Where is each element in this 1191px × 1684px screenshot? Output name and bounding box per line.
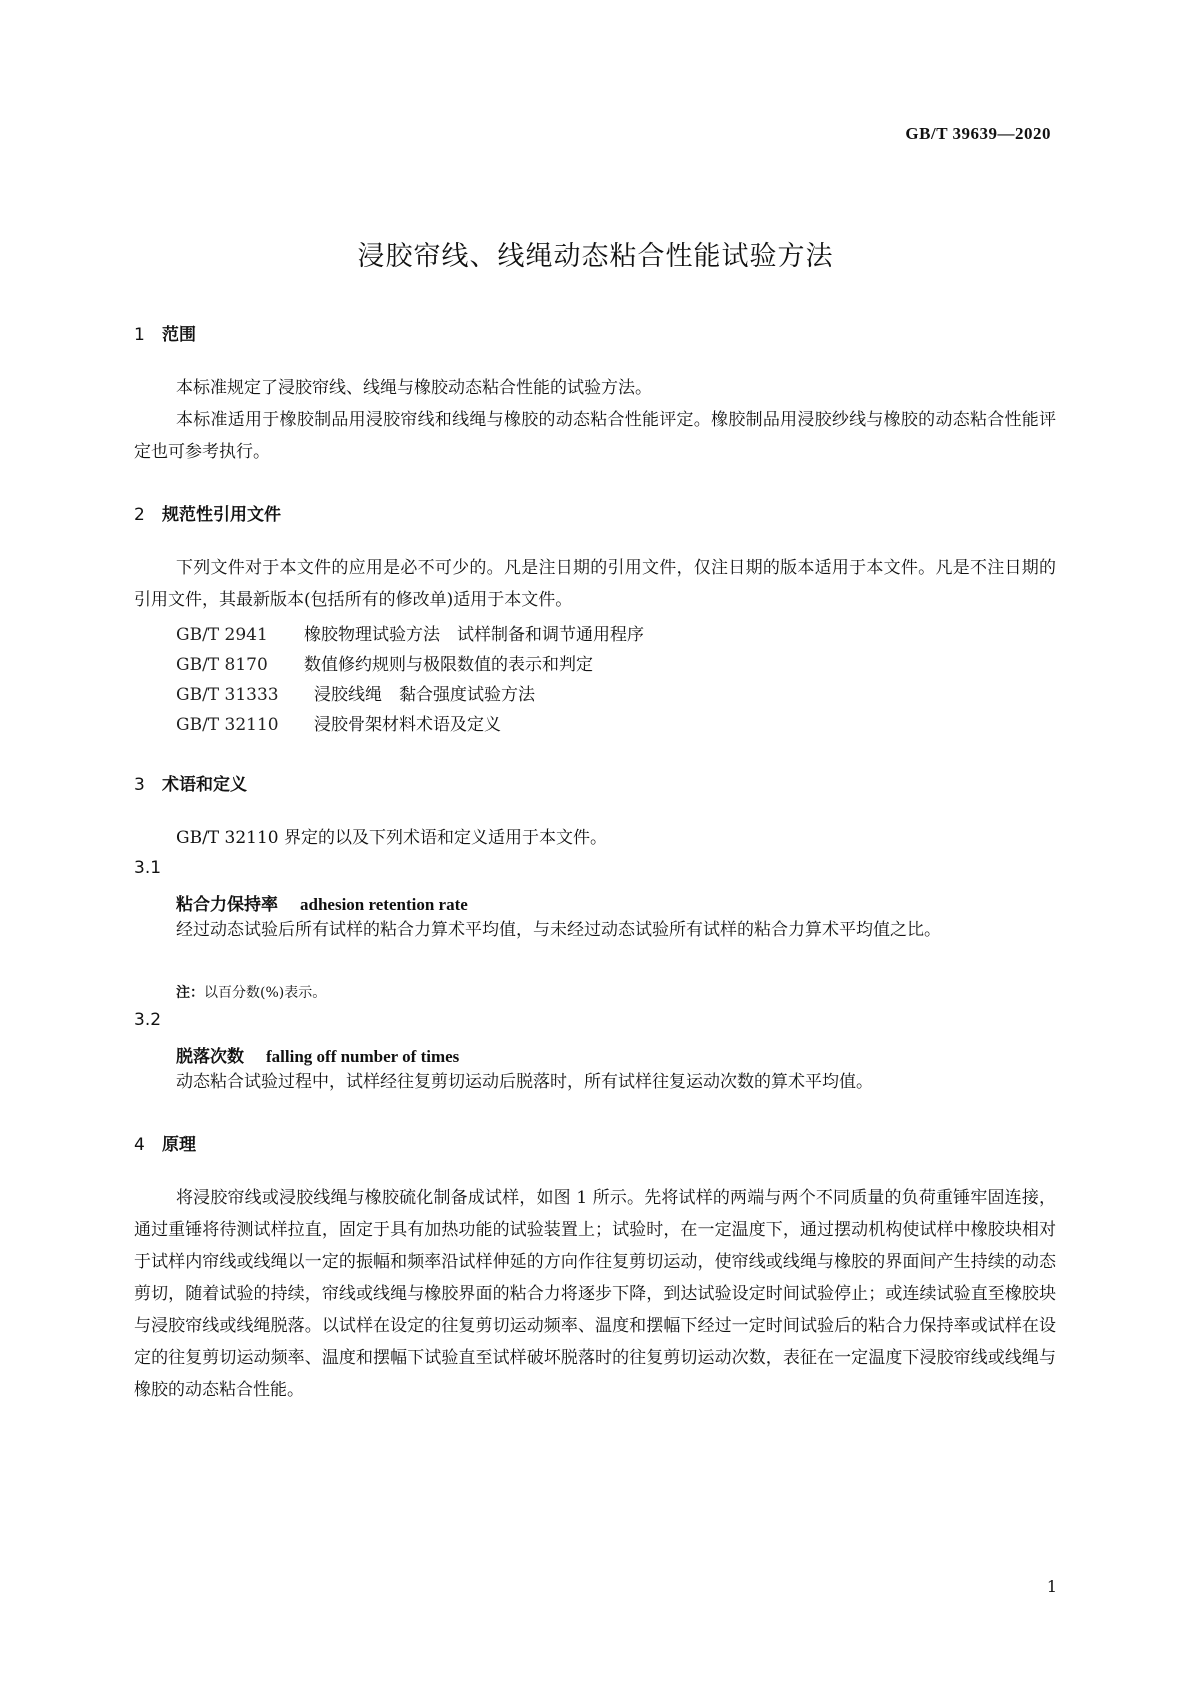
note-label: 注：: [176, 985, 204, 1001]
reference-code: GB/T 2941: [176, 625, 268, 645]
reference-title: 浸胶骨架材料术语及定义: [314, 715, 501, 735]
section-number: 3: [134, 775, 145, 795]
note: [176, 982, 326, 1002]
section-2-heading: [134, 500, 281, 525]
reference-code: GB/T 32110: [176, 715, 279, 735]
reference-title: 浸胶线绳 黏合强度试验方法: [314, 685, 535, 705]
term-cn: 粘合力保持率: [176, 895, 278, 915]
section-number: 2: [134, 505, 145, 525]
reference-title: 橡胶物理试验方法 试样制备和调节通用程序: [304, 625, 644, 645]
term-heading: [176, 890, 468, 915]
reference-code: GB/T 8170: [176, 655, 268, 675]
section-title: 规范性引用文件: [162, 505, 281, 525]
reference-item: [176, 710, 501, 735]
section-3-heading: [134, 770, 247, 795]
clause-number: 3.1: [134, 858, 162, 878]
section-2-paragraph-1: 下列文件对于本文件的应用是必不可少的。凡是注日期的引用文件，仅注日期的版本适用于本文件。凡是不注日期的引用文件，其最新版本(包括所有的修改单)适用于本文件。: [134, 558, 1056, 610]
term-definition: 动态粘合试验过程中，试样经往复剪切运动后脱落时，所有试样往复运动次数的算术平均值。: [176, 1072, 873, 1092]
section-number: 4: [134, 1135, 145, 1155]
section-1-paragraph-2: 本标准适用于橡胶制品用浸胶帘线和线绳与橡胶的动态粘合性能评定。橡胶制品用浸胶纱线与橡胶的动态粘合性能评定也可参考执行。: [134, 410, 1056, 462]
section-title: 原理: [162, 1135, 196, 1155]
page-number: 1: [1046, 1577, 1057, 1596]
clause-number: 3.2: [134, 1010, 162, 1030]
section-number: 1: [134, 325, 145, 345]
term-en: adhesion retention rate: [300, 895, 468, 914]
section-title: 术语和定义: [162, 775, 247, 795]
reference-item: [176, 680, 535, 705]
term-en: falling off number of times: [266, 1047, 460, 1066]
reference-item: [176, 620, 644, 645]
document-title: 浸胶帘线、线绳动态粘合性能试验方法: [357, 241, 834, 272]
term-cn: 脱落次数: [176, 1047, 244, 1067]
section-4-heading: [134, 1130, 196, 1155]
reference-item: [176, 650, 593, 675]
term-heading: [176, 1042, 459, 1067]
section-1-paragraph-1: 本标准规定了浸胶帘线、线绳与橡胶动态粘合性能的试验方法。: [176, 378, 652, 398]
standard-number: GB/T 39639—2020: [905, 124, 1051, 143]
term-definition: 经过动态试验后所有试样的粘合力算术平均值，与未经过动态试验所有试样的粘合力算术平均值之比。: [176, 920, 941, 940]
reference-code: GB/T 31333: [176, 685, 279, 705]
note-text: 以百分数(%)表示。: [204, 985, 327, 1001]
section-3-paragraph-1: GB/T 32110 界定的以及下列术语和定义适用于本文件。: [176, 828, 608, 848]
section-1-heading: [134, 320, 196, 345]
section-title: 范围: [162, 325, 196, 345]
section-4-paragraph-1: 将浸胶帘线或浸胶线绳与橡胶硫化制备成试样，如图 1 所示。先将试样的两端与两个不同质量的负荷重锤牢固连接，通过重锤将待测试样拉直，固定于具有加热功能的试验装置上；试验时，在一定温度下，通过摆动机构使试样中橡胶块相对于试样内帘线或线绳以一定的振幅和频率沿试样伸延的方向作往复剪切运动，使帘线或线绳与橡胶的界面间产生持续的动态剪切，随着试验的持续，帘线或线绳与橡胶界面的粘合力将逐步下降，到达试验设定时间试验停止；或连续试验直至橡胶块与浸胶帘线或线绳脱落。以试样在设定的往复剪切运动频率、温度和摆幅下经过一定时间试验后的粘合力保持率或试样在设定的往复剪切运动频率、温度和摆幅下试验直至试样破坏脱落时的往复剪切运动次数，表征在一定温度下浸胶帘线或线绳与橡胶的动态粘合性能。: [134, 1188, 1056, 1400]
reference-title: 数值修约规则与极限数值的表示和判定: [304, 655, 593, 675]
